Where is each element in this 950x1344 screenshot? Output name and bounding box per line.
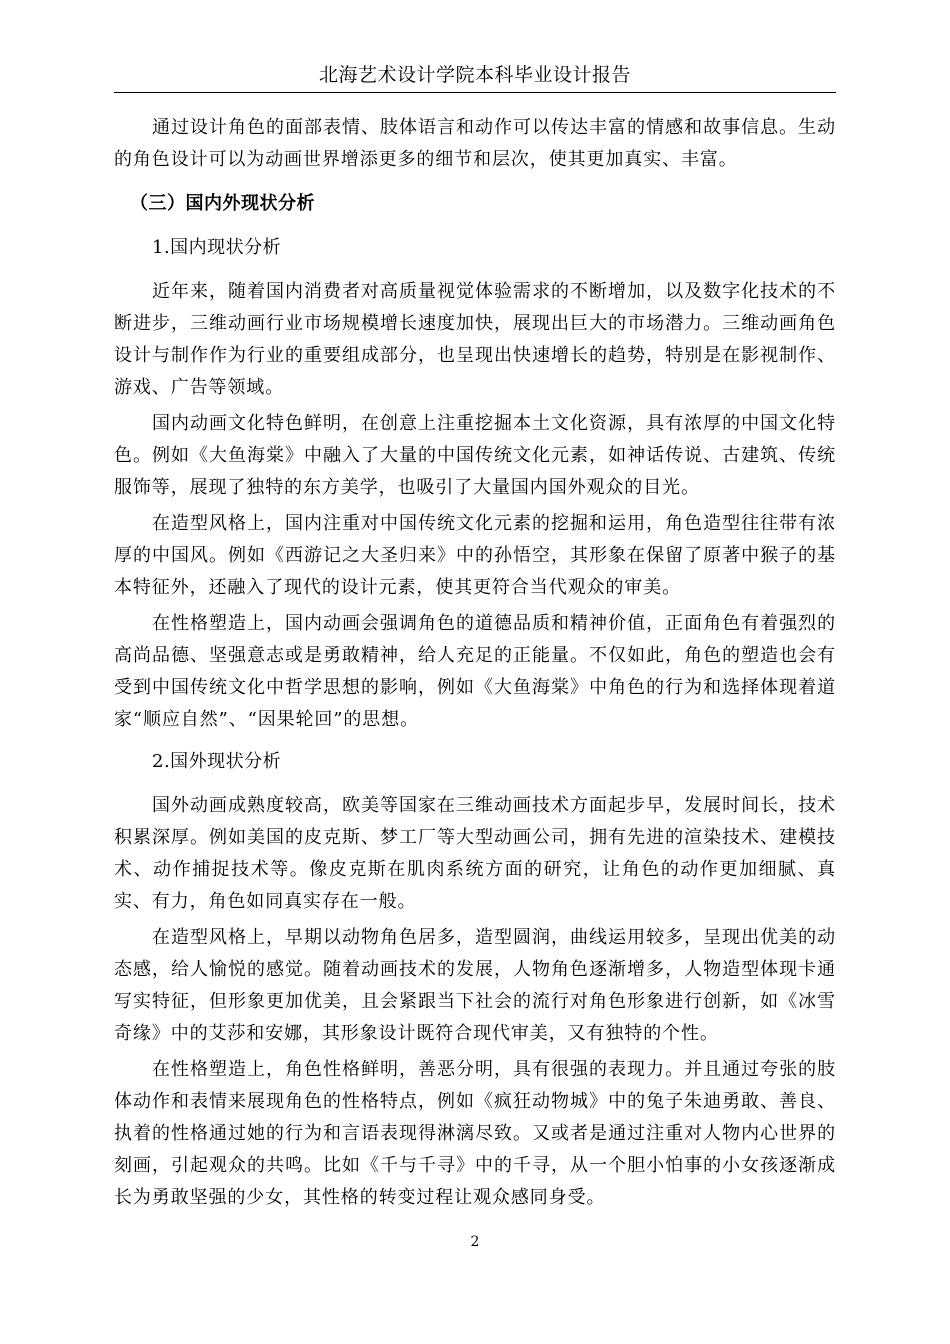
domestic-paragraph-4: 在性格塑造上，国内动画会强调角色的道德品质和精神价值，正面角色有着强烈的高尚品德、坚强意志或是勇敢精神，给人充足的正能量。不仅如此，角色的塑造也会有受到中国传统文化中哲学思想的影响，例如《大鱼海棠》中角色的行为和选择体现着道家“顺应自然”、“因果轮回”的思想。	[114, 613, 836, 730]
domestic-paragraph-3: 在造型风格上，国内注重对中国传统文化元素的挖掘和运用，角色造型往往带有浓厚的中国风。例如《西游记之大圣归来》中的孙悟空，其形象在保留了原著中猴子的基本特征外，还融入了现代的设计元素，使其更符合当代观众的审美。	[114, 513, 836, 598]
section-heading: （三）国内外现状分析	[130, 193, 315, 214]
page-header-title: 北海艺术设计学院本科毕业设计报告	[318, 64, 631, 86]
foreign-paragraph-2: 在造型风格上，早期以动物角色居多，造型圆润，曲线运用较多，呈现出优美的动态感，给人愉悦的感觉。随着动画技术的发展，人物角色逐渐增多，人物造型体现卡通写实特征，但形象更加优美，且会紧跟当下社会的流行对角色形象进行创新，如《冰雪奇缘》中的艾莎和安娜，其形象设计既符合现代审美，又有独特的个性。	[114, 927, 836, 1044]
foreign-paragraph-1: 国外动画成熟度较高，欧美等国家在三维动画技术方面起步早，发展时间长，技术积累深厚。例如美国的皮克斯、梦工厂等大型动画公司，拥有先进的渲染技术、建模技术、动作捕捉技术等。像皮克斯在肌肉系统方面的研究，让角色的动作更加细腻、真实、有力，角色如同真实存在一般。	[114, 795, 836, 912]
document-body	[114, 112, 836, 1218]
intro-paragraph: 通过设计角色的面部表情、肢体语言和动作可以传达丰富的情感和故事信息。生动的角色设计可以为动画世界增添更多的细节和层次，使其更加真实、丰富。	[114, 117, 836, 170]
domestic-paragraph-1: 近年来，随着国内消费者对高质量视觉体验需求的不断增加，以及数字化技术的不断进步，三维动画行业市场规模增长速度加快，展现出巨大的市场潜力。三维动画角色设计与制作作为行业的重要组成部分，也呈现出快速增长的趋势，特别是在影视制作、游戏、广告等领域。	[114, 281, 836, 398]
foreign-paragraph-3: 在性格塑造上，角色性格鲜明，善恶分明，具有很强的表现力。并且通过夸张的肢体动作和表情来展现角色的性格特点，例如《疯狂动物城》中的兔子朱迪勇敢、善良、执着的性格通过她的行为和言语表现得淋漓尽致。又或者是通过注重对人物内心世界的刻画，引起观众的共鸣。比如《千与千寻》中的千寻，从一个胆小怕事的小女孩逐渐成长为勇敢坚强的少女，其性格的转变过程让观众感同身受。	[114, 1059, 836, 1208]
page-number: 2	[470, 1234, 480, 1250]
domestic-status-heading: 1.国内现状分析	[152, 237, 282, 258]
header-divider	[114, 92, 836, 93]
domestic-paragraph-2: 国内动画文化特色鲜明，在创意上注重挖掘本土文化资源，具有浓厚的中国文化特色。例如《大鱼海棠》中融入了大量的中国传统文化元素，如神话传说、古建筑、传统服饰等，展现了独特的东方美学，也吸引了大量国内国外观众的目光。	[114, 413, 836, 498]
foreign-status-heading: 2.国外现状分析	[152, 751, 282, 772]
